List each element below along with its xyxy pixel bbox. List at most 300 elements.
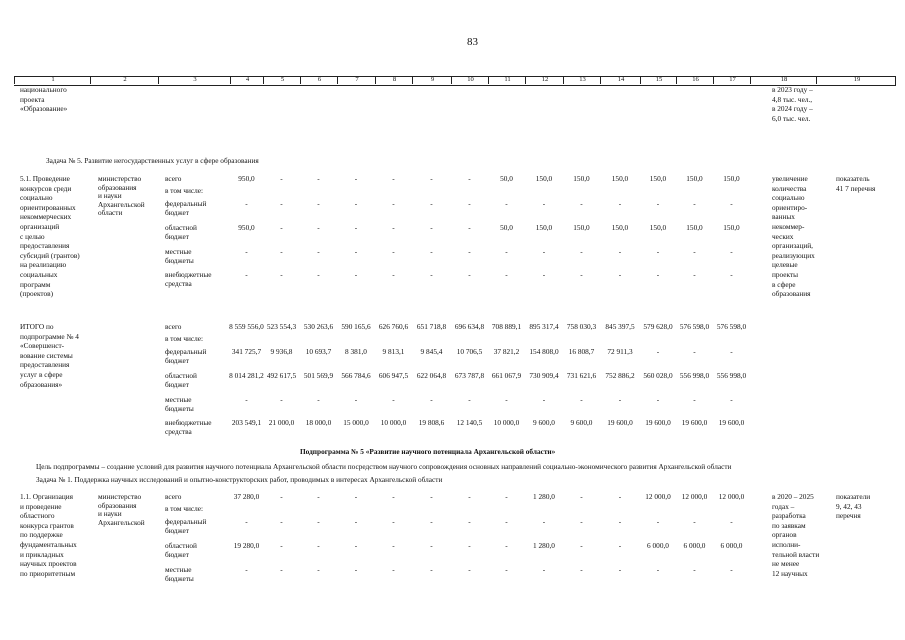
row51-value: - — [430, 223, 433, 232]
total4-value: 9 813,1 — [382, 347, 405, 356]
row11-executor-text: и науки — [98, 509, 122, 519]
total4-value: 9 936,8 — [270, 347, 293, 356]
total4-value: 154 808,0 — [529, 347, 559, 356]
total4-value: 576 598,0 — [716, 322, 747, 331]
total4-value: 9 600,0 — [533, 418, 555, 427]
row51-value: - — [317, 199, 320, 208]
row11-value: - — [656, 565, 660, 574]
row51-value: - — [392, 247, 395, 256]
total4-source-label: бюджеты — [165, 404, 194, 413]
row11-value: - — [245, 517, 248, 526]
row11-value: - — [730, 517, 733, 526]
total4-source-label: областной — [165, 371, 197, 380]
row51-indicator-text: 41 7 перечня — [836, 183, 876, 193]
row11-value: - — [354, 517, 358, 526]
column-number: 19 — [816, 76, 897, 84]
row51-source-label: бюджеты — [165, 256, 194, 265]
row11-source-label: областной — [165, 541, 197, 550]
row11-event-text: по приоритетным — [20, 568, 76, 578]
row51-value: - — [392, 174, 395, 183]
row51-source-label: внебюджетные — [165, 270, 212, 279]
total4-value: 845 397,5 — [605, 322, 635, 331]
task5-heading: Задача № 5. Развитие негосударственных услуг в сфере образования — [46, 156, 259, 165]
total4-value: 19 600,0 — [607, 418, 633, 427]
total4-value: 19 600,0 — [681, 418, 708, 427]
row11-value: - — [280, 541, 283, 550]
total4-value: 752 886,2 — [605, 371, 635, 380]
row51-value: - — [656, 199, 660, 208]
total4-value: 606 947,5 — [378, 371, 409, 380]
row51-value: 150,0 — [723, 174, 740, 183]
total4-value: 501 569,9 — [303, 371, 334, 380]
row11-value: - — [693, 517, 696, 526]
subprogram5-goal: Цель подпрограммы – создание условий для развития научного потенциала Архангельской области посредством научного сопровождения основных направлений социально-экономического развития Архангельской области — [36, 462, 732, 471]
total4-value: - — [618, 395, 622, 404]
row11-value: - — [430, 565, 433, 574]
row11-source-label: федеральный — [165, 517, 207, 526]
row51-value: - — [656, 247, 660, 256]
row11-value: - — [618, 517, 622, 526]
row51-value: - — [542, 270, 546, 279]
total4-value: 626 760,6 — [378, 322, 409, 331]
row51-value: - — [245, 270, 248, 279]
row11-value: - — [618, 565, 622, 574]
row11-result-text: годах – — [772, 501, 795, 511]
total4-label-text: ИТОГО по — [20, 322, 54, 331]
row51-executor-text: Архангельской — [98, 199, 145, 209]
row51-event-text: ориентированных — [20, 202, 76, 212]
total4-value: 566 784,6 — [341, 371, 371, 380]
row11-value: - — [580, 517, 583, 526]
row11-value: - — [542, 565, 546, 574]
row51-value: - — [280, 223, 283, 232]
total4-value: 708 889,1 — [491, 322, 522, 331]
row11-value: 12 000,0 — [645, 492, 671, 501]
row11-result-text: исполни- — [772, 540, 801, 549]
row51-value: - — [317, 270, 320, 279]
row11-event-text: 1.1. Организация — [20, 492, 74, 501]
total4-value: - — [245, 395, 248, 404]
column-number: 2 — [90, 76, 159, 84]
row51-event-text: (проектов) — [20, 289, 54, 299]
row51-value: 150,0 — [649, 174, 667, 183]
row51-result-text: реализующих — [772, 250, 815, 260]
row51-value: - — [354, 174, 358, 183]
row51-value: - — [468, 199, 471, 208]
total4-value: - — [693, 395, 696, 404]
total4-value: - — [656, 395, 660, 404]
row11-value: - — [392, 492, 395, 501]
row11-value: 12 000,0 — [718, 492, 745, 501]
continued-project-text: национального — [20, 85, 67, 94]
row51-executor-text: образования — [98, 182, 137, 192]
row51-result-text: количества — [772, 183, 807, 193]
row51-value: - — [392, 223, 395, 232]
row11-event-text: и проведение — [20, 501, 62, 511]
row51-value: - — [280, 174, 283, 183]
row51-executor-text: области — [98, 208, 123, 218]
total4-value: - — [430, 395, 433, 404]
total4-value: 12 140,5 — [456, 418, 483, 427]
column-number: 14 — [600, 76, 641, 84]
total4-value: - — [468, 395, 471, 404]
row51-source-label: бюджет — [165, 232, 189, 241]
row51-value: - — [280, 199, 283, 208]
row51-value: - — [280, 247, 283, 256]
row51-value: - — [468, 247, 471, 256]
total4-source-label: всего — [165, 322, 182, 331]
total4-value: - — [656, 347, 660, 356]
column-number: 11 — [488, 76, 526, 84]
row11-indicator-text: 9, 42, 43 — [836, 501, 862, 511]
row51-value: 150,0 — [535, 223, 553, 232]
subprogram5-title: Подпрограмма № 5 «Развитие научного потенциала Архангельской области» — [300, 447, 556, 456]
total4-value: 556 998,0 — [716, 371, 747, 380]
row51-value: - — [430, 174, 433, 183]
row51-indicator-text: показатель — [836, 174, 870, 183]
row51-value: - — [430, 270, 433, 279]
row11-source-label: в том числе: — [165, 504, 204, 513]
total4-value: 661 067,9 — [491, 371, 522, 380]
column-number: 15 — [640, 76, 677, 84]
row11-value: - — [505, 492, 508, 501]
row51-value: - — [542, 247, 546, 256]
column-number: 9 — [412, 76, 452, 84]
row51-event-text: некоммерческих — [20, 212, 72, 222]
row51-value: 950,0 — [238, 223, 255, 232]
header-right-border — [895, 76, 896, 85]
total4-label-text: вование системы — [20, 350, 73, 360]
row51-value: - — [317, 223, 320, 232]
row51-executor-text: и науки — [98, 191, 122, 201]
total4-value: 341 725,7 — [231, 347, 262, 356]
row51-event-text: социально — [20, 193, 53, 203]
row51-result-text: в сфере — [772, 279, 796, 289]
continued-result-text: 4,8 тыс. чел., — [772, 94, 813, 104]
row11-value: - — [468, 517, 471, 526]
total4-value: 673 787,8 — [454, 371, 485, 380]
row51-value: - — [354, 199, 358, 208]
total4-value: - — [317, 395, 320, 404]
row11-value: - — [580, 541, 583, 550]
total4-value: - — [280, 395, 283, 404]
row51-value: - — [354, 247, 358, 256]
row11-result-text: в 2020 – 2025 — [772, 492, 814, 501]
row11-source-label: всего — [165, 492, 182, 501]
total4-label-text: предоставления — [20, 360, 70, 370]
continued-result-text: в 2023 году – — [772, 85, 813, 94]
total4-value: 10 000,0 — [380, 418, 407, 427]
total4-value: 15 000,0 — [343, 418, 369, 427]
row51-source-label: средства — [165, 279, 192, 288]
row51-result-text: образования — [772, 289, 811, 299]
row51-result-text: некоммер- — [772, 222, 805, 231]
row51-value: - — [580, 199, 583, 208]
row11-value: - — [430, 517, 433, 526]
row51-value: - — [430, 199, 433, 208]
row51-source-label: бюджет — [165, 208, 189, 217]
column-number: 17 — [713, 76, 751, 84]
row51-event-text: конкурсов среди — [20, 183, 72, 193]
total4-value: 10 693,7 — [305, 347, 332, 356]
column-number: 7 — [337, 76, 376, 84]
row11-value: - — [430, 492, 433, 501]
row11-value: - — [317, 565, 320, 574]
total4-value: - — [693, 347, 696, 356]
row51-event-text: организаций — [20, 222, 60, 231]
row51-value: - — [730, 247, 733, 256]
total4-value: - — [354, 395, 358, 404]
row11-value: 1 280,0 — [533, 541, 555, 550]
total4-value: 730 909,4 — [529, 371, 559, 380]
row11-value: - — [317, 517, 320, 526]
total4-value: - — [392, 395, 395, 404]
row11-value: 1 280,0 — [533, 492, 555, 501]
row51-value: 150,0 — [573, 174, 590, 183]
row51-event-text: 5.1. Проведение — [20, 174, 70, 183]
row11-executor-text: министерство — [98, 492, 142, 501]
row11-event-text: научных проектов — [20, 559, 77, 569]
row11-value: - — [280, 565, 283, 574]
row11-value: 12 000,0 — [681, 492, 708, 501]
row11-value: - — [505, 565, 508, 574]
row51-result-text: увеличение — [772, 174, 808, 183]
total4-value: 8 559 556,0 — [229, 322, 264, 331]
column-number: 3 — [158, 76, 231, 84]
row51-value: 150,0 — [573, 223, 590, 232]
column-number: 8 — [375, 76, 413, 84]
total4-label-text: образования» — [20, 379, 63, 389]
row51-value: - — [618, 270, 622, 279]
total4-value: 37 821,2 — [493, 347, 520, 356]
total4-value: 556 998,0 — [679, 371, 710, 380]
row51-value: 150,0 — [611, 174, 629, 183]
total4-value: 10 000,0 — [493, 418, 520, 427]
row11-value: - — [505, 517, 508, 526]
row51-value: - — [430, 247, 433, 256]
row51-value: 150,0 — [686, 223, 703, 232]
row51-value: 150,0 — [723, 223, 740, 232]
row51-event-text: субсидий (грантов) — [20, 250, 80, 260]
total4-value: 622 064,8 — [416, 371, 447, 380]
row11-executor-text: образования — [98, 500, 137, 510]
total4-value: 8 381,0 — [345, 347, 367, 356]
row11-event-text: конкурса грантов — [20, 520, 74, 530]
row11-result-text: тельной власти — [772, 549, 820, 559]
row51-value: - — [730, 199, 733, 208]
row11-value: - — [693, 565, 696, 574]
total4-source-label: бюджет — [165, 380, 189, 389]
row11-value: - — [317, 492, 320, 501]
column-number: 4 — [230, 76, 264, 84]
total4-value: 203 549,1 — [231, 418, 262, 427]
total4-label-text: услуг в сфере — [20, 370, 63, 379]
column-number: 16 — [676, 76, 714, 84]
row51-source-label: всего — [165, 174, 182, 183]
row51-value: - — [392, 199, 395, 208]
total4-value: 758 030,3 — [566, 322, 597, 331]
total4-value: 72 911,3 — [607, 347, 633, 356]
row51-executor-text: министерство — [98, 174, 142, 183]
row51-result-text: организаций, — [772, 241, 813, 251]
total4-value: 530 263,6 — [303, 322, 334, 331]
row11-value: - — [354, 541, 358, 550]
total4-value: 9 600,0 — [570, 418, 593, 427]
row11-value: - — [392, 541, 395, 550]
total4-source-label: бюджет — [165, 356, 189, 365]
row11-value: 37 280,0 — [233, 492, 260, 501]
total4-value: 8 014 281,2 — [229, 371, 264, 380]
row11-value: - — [505, 541, 508, 550]
row11-value: - — [280, 517, 283, 526]
row51-value: 50,0 — [500, 223, 513, 232]
row11-result-text: 12 научных — [772, 568, 808, 578]
total4-value: 19 808,6 — [418, 418, 445, 427]
row51-source-label: областной — [165, 223, 197, 232]
total4-label-text: подпрограмме № 4 — [20, 331, 79, 341]
row11-event-text: и прикладных — [20, 549, 64, 559]
row51-value: - — [317, 247, 320, 256]
row11-value: - — [280, 492, 283, 501]
row11-source-label: бюджет — [165, 526, 189, 535]
total4-value: 895 317,4 — [529, 322, 559, 331]
row11-source-label: бюджет — [165, 550, 189, 559]
row11-value: - — [468, 541, 471, 550]
total4-value: 590 165,6 — [341, 322, 371, 331]
row51-value: - — [656, 270, 660, 279]
row51-value: - — [245, 247, 248, 256]
row11-value: - — [430, 541, 433, 550]
total4-source-label: федеральный — [165, 347, 207, 356]
row51-value: - — [730, 270, 733, 279]
row11-value: - — [618, 541, 622, 550]
row11-indicator-text: перечня — [836, 511, 861, 521]
total4-value: - — [505, 395, 508, 404]
row11-value: - — [468, 492, 471, 501]
row11-value: - — [468, 565, 471, 574]
total4-value: 18 000,0 — [305, 418, 332, 427]
total4-value: 19 600,0 — [718, 418, 745, 427]
row51-value: 150,0 — [611, 223, 629, 232]
total4-value: 10 706,5 — [456, 347, 483, 356]
column-number: 18 — [750, 76, 817, 84]
row11-value: - — [354, 565, 358, 574]
row51-source-label: федеральный — [165, 199, 207, 208]
total4-source-label: местные — [165, 395, 192, 404]
row51-result-text: проекты — [772, 270, 799, 279]
total4-source-label: внебюджетные — [165, 418, 212, 427]
row11-value: 6 000,0 — [720, 541, 743, 550]
row11-result-text: разработка — [772, 511, 806, 521]
row51-value: - — [618, 199, 622, 208]
row51-value: 950,0 — [238, 174, 255, 183]
row51-value: - — [580, 270, 583, 279]
row51-source-label: местные — [165, 247, 192, 256]
row51-value: - — [693, 199, 696, 208]
row11-source-label: бюджеты — [165, 574, 194, 583]
row51-value: - — [505, 270, 508, 279]
row51-event-text: программ — [20, 279, 51, 289]
total4-value: 576 598,0 — [679, 322, 710, 331]
total4-source-label: средства — [165, 427, 192, 436]
row11-value: 6 000,0 — [683, 541, 706, 550]
continued-project-text: «Образование» — [20, 104, 68, 114]
task1-heading: Задача № 1. Поддержка научных исследований и опытно-конструкторских работ, проводимых в интересах Архангельской области — [36, 475, 443, 484]
row51-value: - — [693, 247, 696, 256]
row11-value: - — [392, 517, 395, 526]
total4-value: - — [730, 347, 733, 356]
row11-value: - — [317, 541, 320, 550]
row51-result-text: социально — [772, 193, 805, 203]
row11-value: - — [656, 517, 660, 526]
continued-result-text: 6,0 тыс. чел. — [772, 113, 811, 123]
row51-value: - — [354, 270, 358, 279]
row51-value: 150,0 — [649, 223, 667, 232]
row51-value: - — [317, 174, 320, 183]
total4-value: 731 621,6 — [566, 371, 597, 380]
row11-value: - — [354, 492, 358, 501]
total4-label-text: «Совершенст- — [20, 341, 65, 351]
row51-value: - — [505, 247, 508, 256]
row51-value: - — [245, 199, 248, 208]
column-number: 6 — [300, 76, 338, 84]
row51-result-text: ческих — [772, 231, 794, 241]
row11-executor-text: Архангельской — [98, 517, 145, 527]
column-number: 12 — [525, 76, 564, 84]
total4-value: 492 617,5 — [266, 371, 297, 380]
continued-project-text: проекта — [20, 94, 45, 104]
total4-value: - — [580, 395, 583, 404]
continued-result-text: в 2024 году – — [772, 104, 813, 114]
row11-value: - — [245, 565, 248, 574]
row51-value: 150,0 — [686, 174, 703, 183]
total4-value: 579 628,0 — [643, 322, 673, 331]
row11-indicator-text: показатели — [836, 492, 871, 501]
row51-value: - — [468, 174, 471, 183]
column-number: 10 — [451, 76, 489, 84]
row51-result-text: ориентиро- — [772, 202, 808, 212]
row11-event-text: фундаментальных — [20, 540, 77, 549]
row51-event-text: на реализацию — [20, 260, 67, 270]
row11-value: 6 000,0 — [647, 541, 669, 550]
row51-value: - — [468, 270, 471, 279]
row51-value: - — [354, 223, 358, 232]
row51-value: - — [618, 247, 622, 256]
total4-value: - — [542, 395, 546, 404]
row11-value: 19 280,0 — [233, 541, 260, 550]
total4-value: 21 000,0 — [268, 418, 295, 427]
column-number: 1 — [14, 76, 91, 84]
total4-source-label: в том числе: — [165, 334, 204, 343]
row11-event-text: областного — [20, 511, 55, 521]
row51-value: - — [280, 270, 283, 279]
total4-value: 560 028,0 — [643, 371, 673, 380]
row51-value: 50,0 — [500, 174, 513, 183]
row11-value: - — [618, 492, 622, 501]
row11-value: - — [580, 565, 583, 574]
row51-event-text: социальных — [20, 270, 58, 279]
row51-value: - — [392, 270, 395, 279]
row11-result-text: по заявкам — [772, 520, 806, 530]
row51-value: - — [580, 247, 583, 256]
row11-result-text: не менее — [772, 559, 800, 569]
column-number: 13 — [563, 76, 601, 84]
row11-value: - — [542, 517, 546, 526]
total4-value: 651 718,8 — [416, 322, 447, 331]
total4-value: 9 845,4 — [420, 347, 443, 356]
row51-value: 150,0 — [535, 174, 553, 183]
row11-result-text: органов — [772, 530, 797, 540]
